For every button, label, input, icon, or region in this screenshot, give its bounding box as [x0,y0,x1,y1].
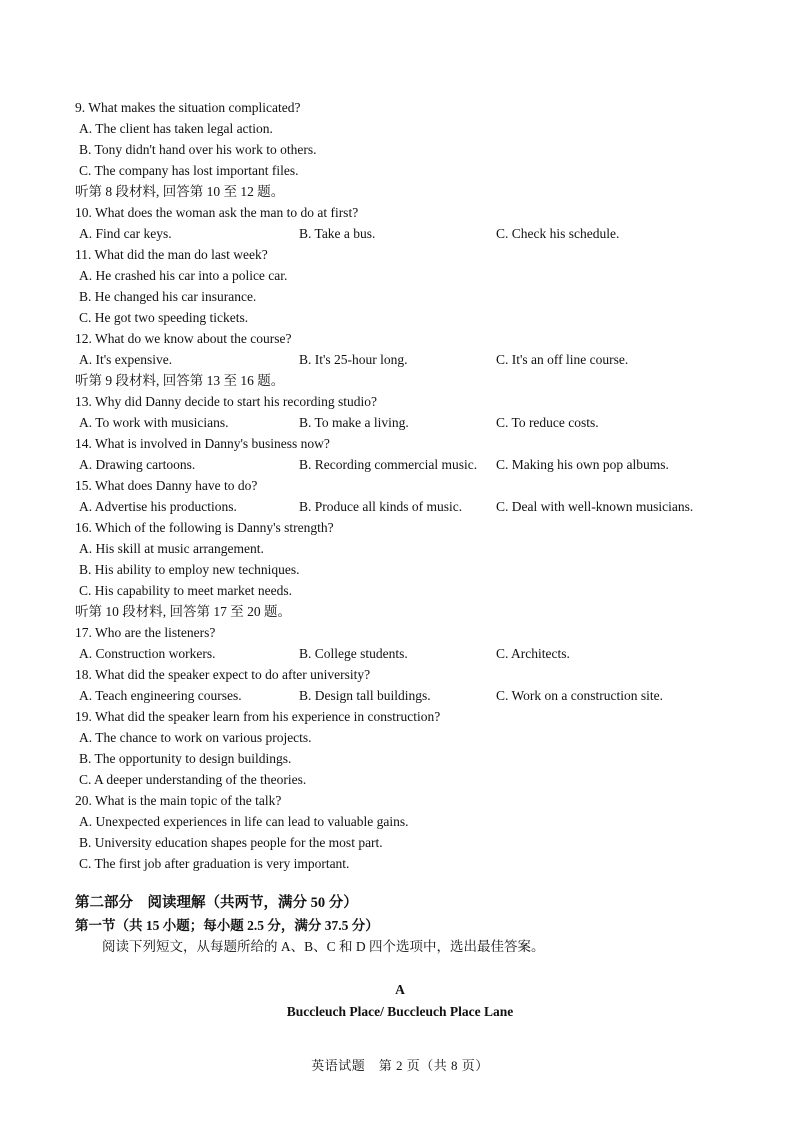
question-13-stem: 13. Why did Danny decide to start his recording studio? [75,394,377,409]
question-19-option-b: B. The opportunity to design buildings. [79,751,292,766]
question-10-option-b: B. Take a bus. [299,226,376,241]
question-17-option-a: A. Construction workers. [79,646,216,661]
question-11-option-b: B. He changed his car insurance. [79,289,257,304]
question-18-option-c: C. Work on a construction site. [496,688,664,703]
question-19-option-a: A. The chance to work on various projects. [79,730,312,745]
question-20-option-a: A. Unexpected experiences in life can lead to valuable gains. [79,814,409,829]
question-11-stem: 11. What did the man do last week? [75,247,268,262]
question-10-stem: 10. What does the woman ask the man to do at first? [75,205,359,220]
question-20-option-b: B. University education shapes people for the most part. [79,835,383,850]
question-9-stem: 9. What makes the situation complicated? [75,100,301,115]
question-20-option-c: C. The first job after graduation is very important. [79,856,350,871]
question-14-option-b: B. Recording commercial music. [299,457,478,472]
part-two-heading: 第二部分 阅读理解（共两节，满分 50 分） [75,895,358,911]
question-16-option-a: A. His skill at music arrangement. [79,541,264,556]
material-8-instruction: 听第 8 段材料, 回答第 10 至 12 题。 [75,184,285,199]
question-14-option-a: A. Drawing cartoons. [79,457,196,472]
question-19-stem: 19. What did the speaker learn from his experience in construction? [75,709,441,724]
passage-letter: A [395,982,405,997]
question-15-option-c: C. Deal with well-known musicians. [496,499,694,514]
question-20-stem: 20. What is the main topic of the talk? [75,793,282,808]
question-15-option-a: A. Advertise his productions. [79,499,237,514]
question-17-option-c: C. Architects. [496,646,570,661]
question-12-option-b: B. It's 25-hour long. [299,352,408,367]
material-9-instruction: 听第 9 段材料, 回答第 13 至 16 题。 [75,373,285,388]
question-18-stem: 18. What did the speaker expect to do after university? [75,667,371,682]
question-13-option-a: A. To work with musicians. [79,415,229,430]
question-14-stem: 14. What is involved in Danny's business now? [75,436,330,451]
question-19-option-c: C. A deeper understanding of the theories. [79,772,307,787]
question-17-option-b: B. College students. [299,646,408,661]
question-12-option-a: A. It's expensive. [79,352,173,367]
question-11-option-c: C. He got two speeding tickets. [79,310,249,325]
question-16-option-c: C. His capability to meet market needs. [79,583,292,598]
material-10-instruction: 听第 10 段材料, 回答第 17 至 20 题。 [75,604,291,619]
question-15-stem: 15. What does Danny have to do? [75,478,258,493]
question-9-option-a: A. The client has taken legal action. [79,121,273,136]
section-one-heading: 第一节（共 15 小题；每小题 2.5 分，满分 37.5 分） [75,918,379,933]
reading-directions: 阅读下列短文，从每题所给的 A、B、C 和 D 四个选项中，选出最佳答案。 [102,939,545,954]
question-10-option-c: C. Check his schedule. [496,226,620,241]
question-9-option-c: C. The company has lost important files. [79,163,299,178]
question-10-option-a: A. Find car keys. [79,226,172,241]
question-18-option-b: B. Design tall buildings. [299,688,431,703]
passage-title: Buccleuch Place/ Buccleuch Place Lane [286,1004,514,1019]
question-13-option-b: B. To make a living. [299,415,409,430]
question-13-option-c: C. To reduce costs. [496,415,599,430]
question-14-option-c: C. Making his own pop albums. [496,457,669,472]
question-16-option-b: B. His ability to employ new techniques. [79,562,300,577]
question-12-stem: 12. What do we know about the course? [75,331,292,346]
page-footer: 英语试题 第 2 页（共 8 页） [311,1058,489,1073]
question-18-option-a: A. Teach engineering courses. [79,688,242,703]
question-12-option-c: C. It's an off line course. [496,352,629,367]
question-15-option-b: B. Produce all kinds of music. [299,499,463,514]
question-9-option-b: B. Tony didn't hand over his work to others. [79,142,317,157]
question-11-option-a: A. He crashed his car into a police car. [79,268,288,283]
question-16-stem: 16. Which of the following is Danny's strength? [75,520,334,535]
question-17-stem: 17. Who are the listeners? [75,625,216,640]
